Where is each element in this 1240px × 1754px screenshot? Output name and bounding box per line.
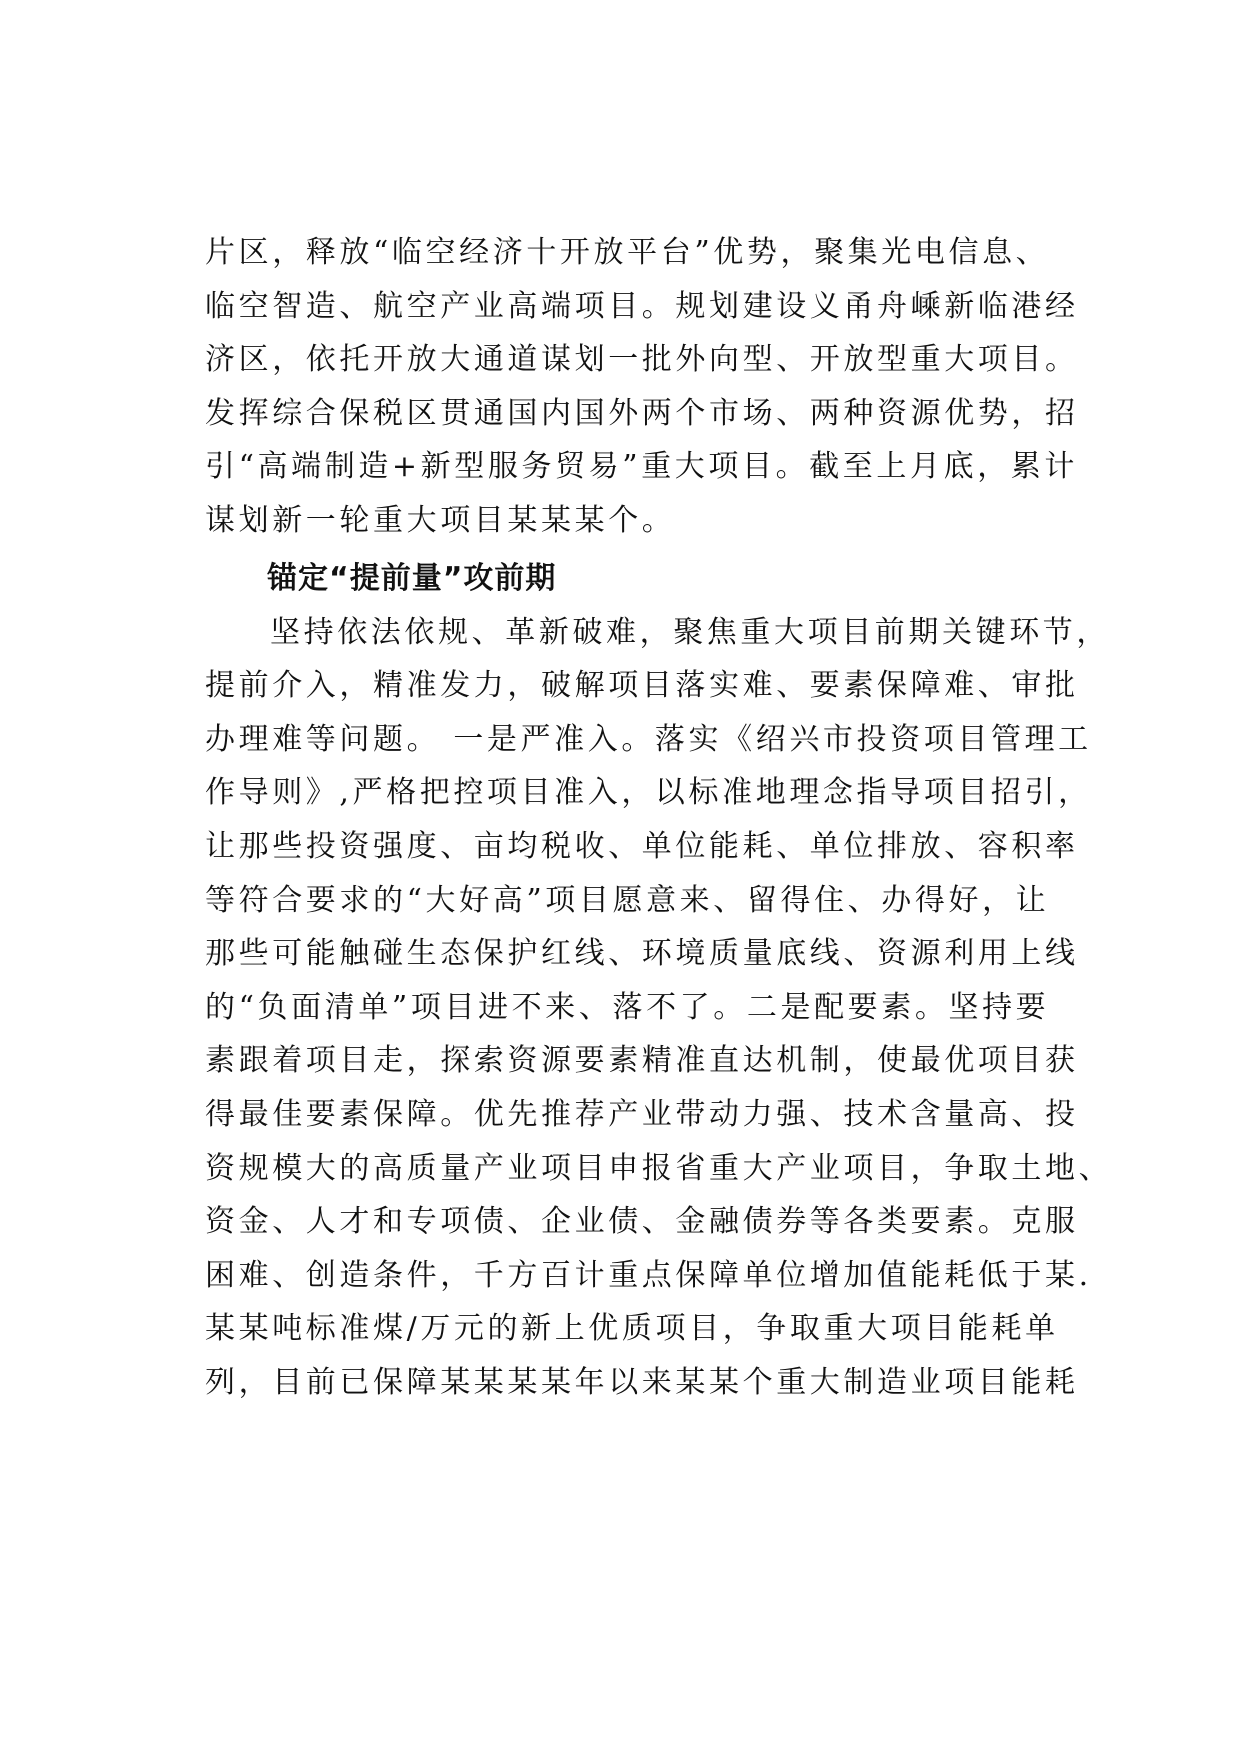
text-line: 的“负面清单”项目进不来、落不了。二是配要素。坚持要	[205, 989, 1050, 1025]
text-line: 提前介入，精准发力，破解项目落实难、要素保障难、审批	[205, 668, 1079, 704]
text-line: 坚持依法依规、革新破难，聚焦重大项目前期关键环节，	[270, 614, 1110, 650]
section-heading: 锚定“提前量”攻前期	[267, 560, 557, 596]
text-line: 那些可能触碰生态保护红线、环境质量底线、资源利用上线	[205, 936, 1079, 972]
text-line: 列，目前已保障某某某某年以来某某个重大制造业项目能耗	[205, 1364, 1079, 1400]
text-line: 引“高端制造+新型服务贸易”重大项目。截至上月底，累计	[205, 449, 1079, 485]
text-line: 作导则》,严格把控项目准入，以标准地理念指导项目招引，	[205, 775, 1092, 811]
text-line: 得最佳要素保障。优先推荐产业带动力强、技术含量高、投	[205, 1096, 1079, 1132]
text-line: 资规模大的高质量产业项目申报省重大产业项目，争取土地、	[205, 1150, 1113, 1186]
paragraph-2	[205, 606, 1113, 1410]
text-line: 发挥综合保税区贯通国内国外两个市场、两种资源优势，招	[205, 395, 1079, 431]
text-line: 等符合要求的“大好高”项目愿意来、留得住、办得好，让	[205, 882, 1050, 918]
text-line: 济区，依托开放大通道谋划一批外向型、开放型重大项目。	[205, 342, 1079, 378]
text-line: 临空智造、航空产业高端项目。规划建设义甬舟嵊新临港经	[205, 288, 1079, 324]
text-line: 资金、人才和专项债、企业债、金融债券等各类要素。克服	[205, 1204, 1079, 1240]
text-line: 办理难等问题。 一是严准入。落实《绍兴市投资项目管理工	[205, 721, 1092, 757]
text-line: 片区，释放“临空经济十开放平台”优势，聚集光电信息、	[205, 235, 1050, 270]
document-body	[205, 226, 1113, 1409]
text-line: 谋划新一轮重大项目某某某个。	[205, 502, 676, 538]
text-line: 困难、创造条件，千方百计重点保障单位增加值能耗低于某.	[205, 1257, 1092, 1293]
text-line: 素跟着项目走，探索资源要素精准直达机制，使最优项目获	[205, 1043, 1079, 1079]
paragraph-1	[205, 226, 1079, 548]
text-line: 让那些投资强度、亩均税收、单位能耗、单位排放、容积率	[205, 828, 1079, 864]
text-line: 某某吨标准煤/万元的新上优质项目，争取重大项目能耗单	[205, 1311, 1059, 1347]
